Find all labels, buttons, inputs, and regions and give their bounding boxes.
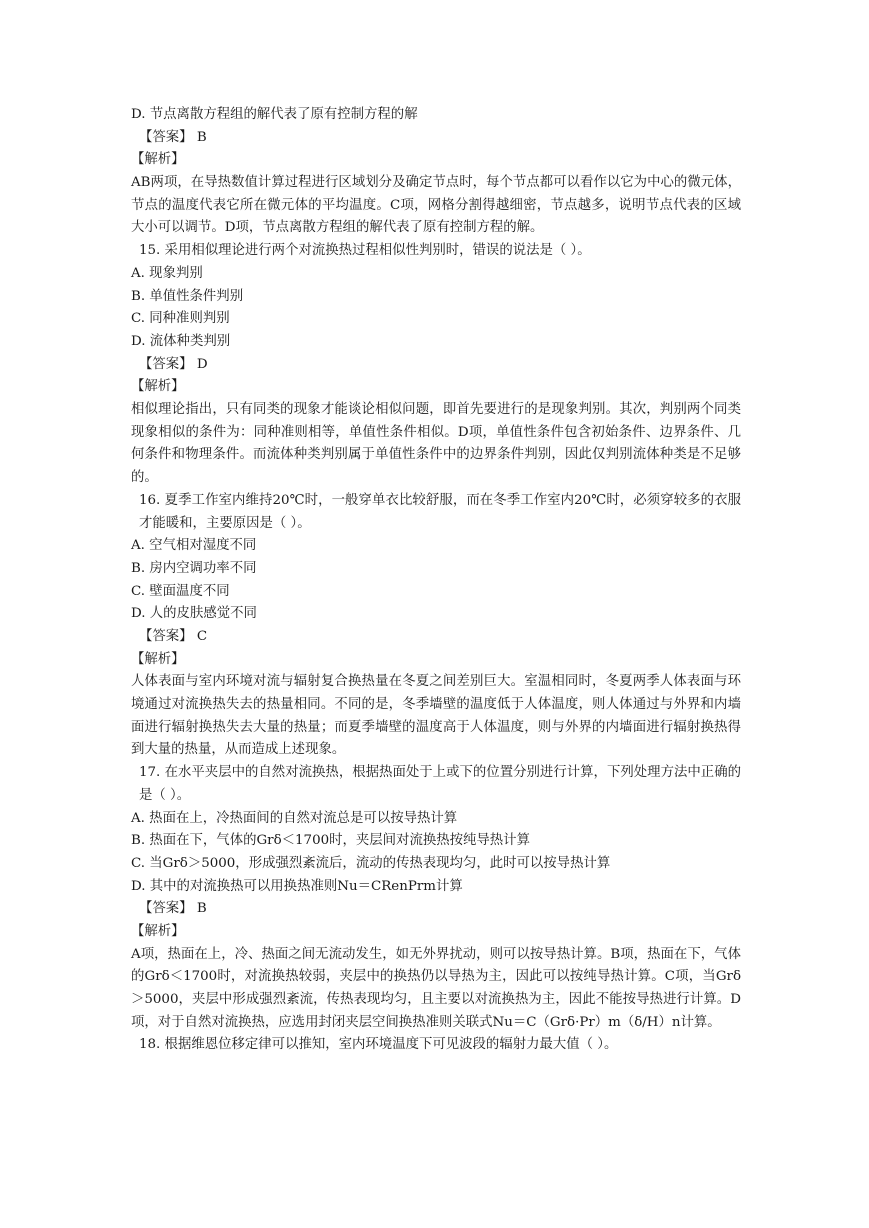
- q16-option-b: B. 房内空调功率不同: [131, 560, 257, 576]
- q15-option-a: A. 现象判别: [131, 265, 203, 281]
- q15-option-d: D. 流体种类判别: [131, 333, 231, 349]
- q15-option-b: B. 单值性条件判别: [131, 288, 244, 304]
- q15-analysis-label: 【解析】: [131, 379, 185, 395]
- q17-answer: 【答案】 B: [139, 901, 207, 917]
- q14-option-d: D. 节点离散方程组的解代表了原有控制方程的解: [131, 107, 418, 122]
- q16-option-c: C. 壁面温度不同: [131, 583, 230, 599]
- q15-answer: 【答案】 D: [139, 356, 208, 372]
- q15-option-c: C. 同种准则判别: [131, 311, 230, 327]
- q17-option-d: D. 其中的对流换热可以用换热准则Nu＝CRenPrm计算: [131, 878, 463, 894]
- q14-analysis-label: 【解析】: [131, 152, 185, 168]
- q17-option-c: C. 当Grδ＞5000，形成强烈紊流后，流动的传热表现均匀，此时可以按导热计算: [131, 855, 611, 871]
- q15-analysis: 相似理论指出，只有同类的现象才能谈论相似问题，即首先要进行的是现象判别。其次，判别两个同类现象相似的条件为：同种准则相等，单值性条件相似。D项，单值性条件包含初始条件、边界条件、几何条件和物理条件。而流体种类判别属于单值性条件中的边界条件判别，因此仅判别流体种类是不足够的。: [131, 401, 741, 486]
- q16-stem: 16. 夏季工作室内维持20℃时，一般穿单衣比较舒服，而在冬季工作室内20℃时，必须穿较多的衣服才能暖和，主要原因是（ ）。: [139, 492, 741, 531]
- q14-answer: 【答案】 B: [139, 129, 207, 145]
- q17-option-a: A. 热面在上，冷热面间的自然对流总是可以按导热计算: [131, 810, 458, 826]
- q16-analysis-label: 【解析】: [131, 651, 185, 667]
- q17-analysis-label: 【解析】: [131, 923, 185, 939]
- q17-option-b: B. 热面在下，气体的Grδ＜1700时，夹层间对流换热按纯导热计算: [131, 833, 530, 849]
- q18-stem: 18. 根据维恩位移定律可以推知，室内环境温度下可见波段的辐射力最大值（ ）。: [139, 1037, 618, 1053]
- q15-stem: 15. 采用相似理论进行两个对流换热过程相似性判别时，错误的说法是（ ）。: [139, 243, 591, 259]
- q14-analysis: AB两项，在导热数值计算过程进行区域划分及确定节点时，每个节点都可以看作以它为中心的微元体，节点的温度代表它所在微元体的平均温度。C项，网格分割得越细密，节点越多，说明节点代表的区域大小可以调节。D项，节点离散方程组的解代表了原有控制方程的解。: [131, 175, 741, 236]
- document-page: [131, 104, 741, 1057]
- q16-option-a: A. 空气相对湿度不同: [131, 538, 257, 554]
- q16-option-d: D. 人的皮肤感觉不同: [131, 606, 257, 622]
- q16-answer: 【答案】 C: [139, 628, 208, 644]
- q17-stem: 17. 在水平夹层中的自然对流换热，根据热面处于上或下的位置分别进行计算，下列处理方法中正确的是（ ）。: [139, 765, 741, 803]
- q16-analysis: 人体表面与室内环境对流与辐射复合换热量在冬夏之间差别巨大。室温相同时，冬夏两季人体表面与环境通过对流换热失去的热量相同。不同的是，冬季墙壁的温度低于人体温度，则人体通过与外界和内墙面进行辐射换热失去大量的热量；而夏季墙壁的温度高于人体温度，则与外界的内墙面进行辐射换热得到大量的热量，从而造成上述现象。: [131, 674, 741, 758]
- q17-analysis: A项，热面在上，冷、热面之间无流动发生，如无外界扰动，则可以按导热计算。B项，热面在下，气体的Grδ＜1700时，对流换热较弱，夹层中的换热仍以导热为主，因此可以按纯导热计算。C项，当Grδ＞5000，夹层中形成强烈紊流，传热表现均匀，且主要以对流换热为主，因此不能按导热进行计算。D项，对于自然对流换热，应选用封闭夹层空间换热准则关联式Nu＝C（Grδ·Pr）m（δ/H）n计算。: [131, 946, 741, 1030]
